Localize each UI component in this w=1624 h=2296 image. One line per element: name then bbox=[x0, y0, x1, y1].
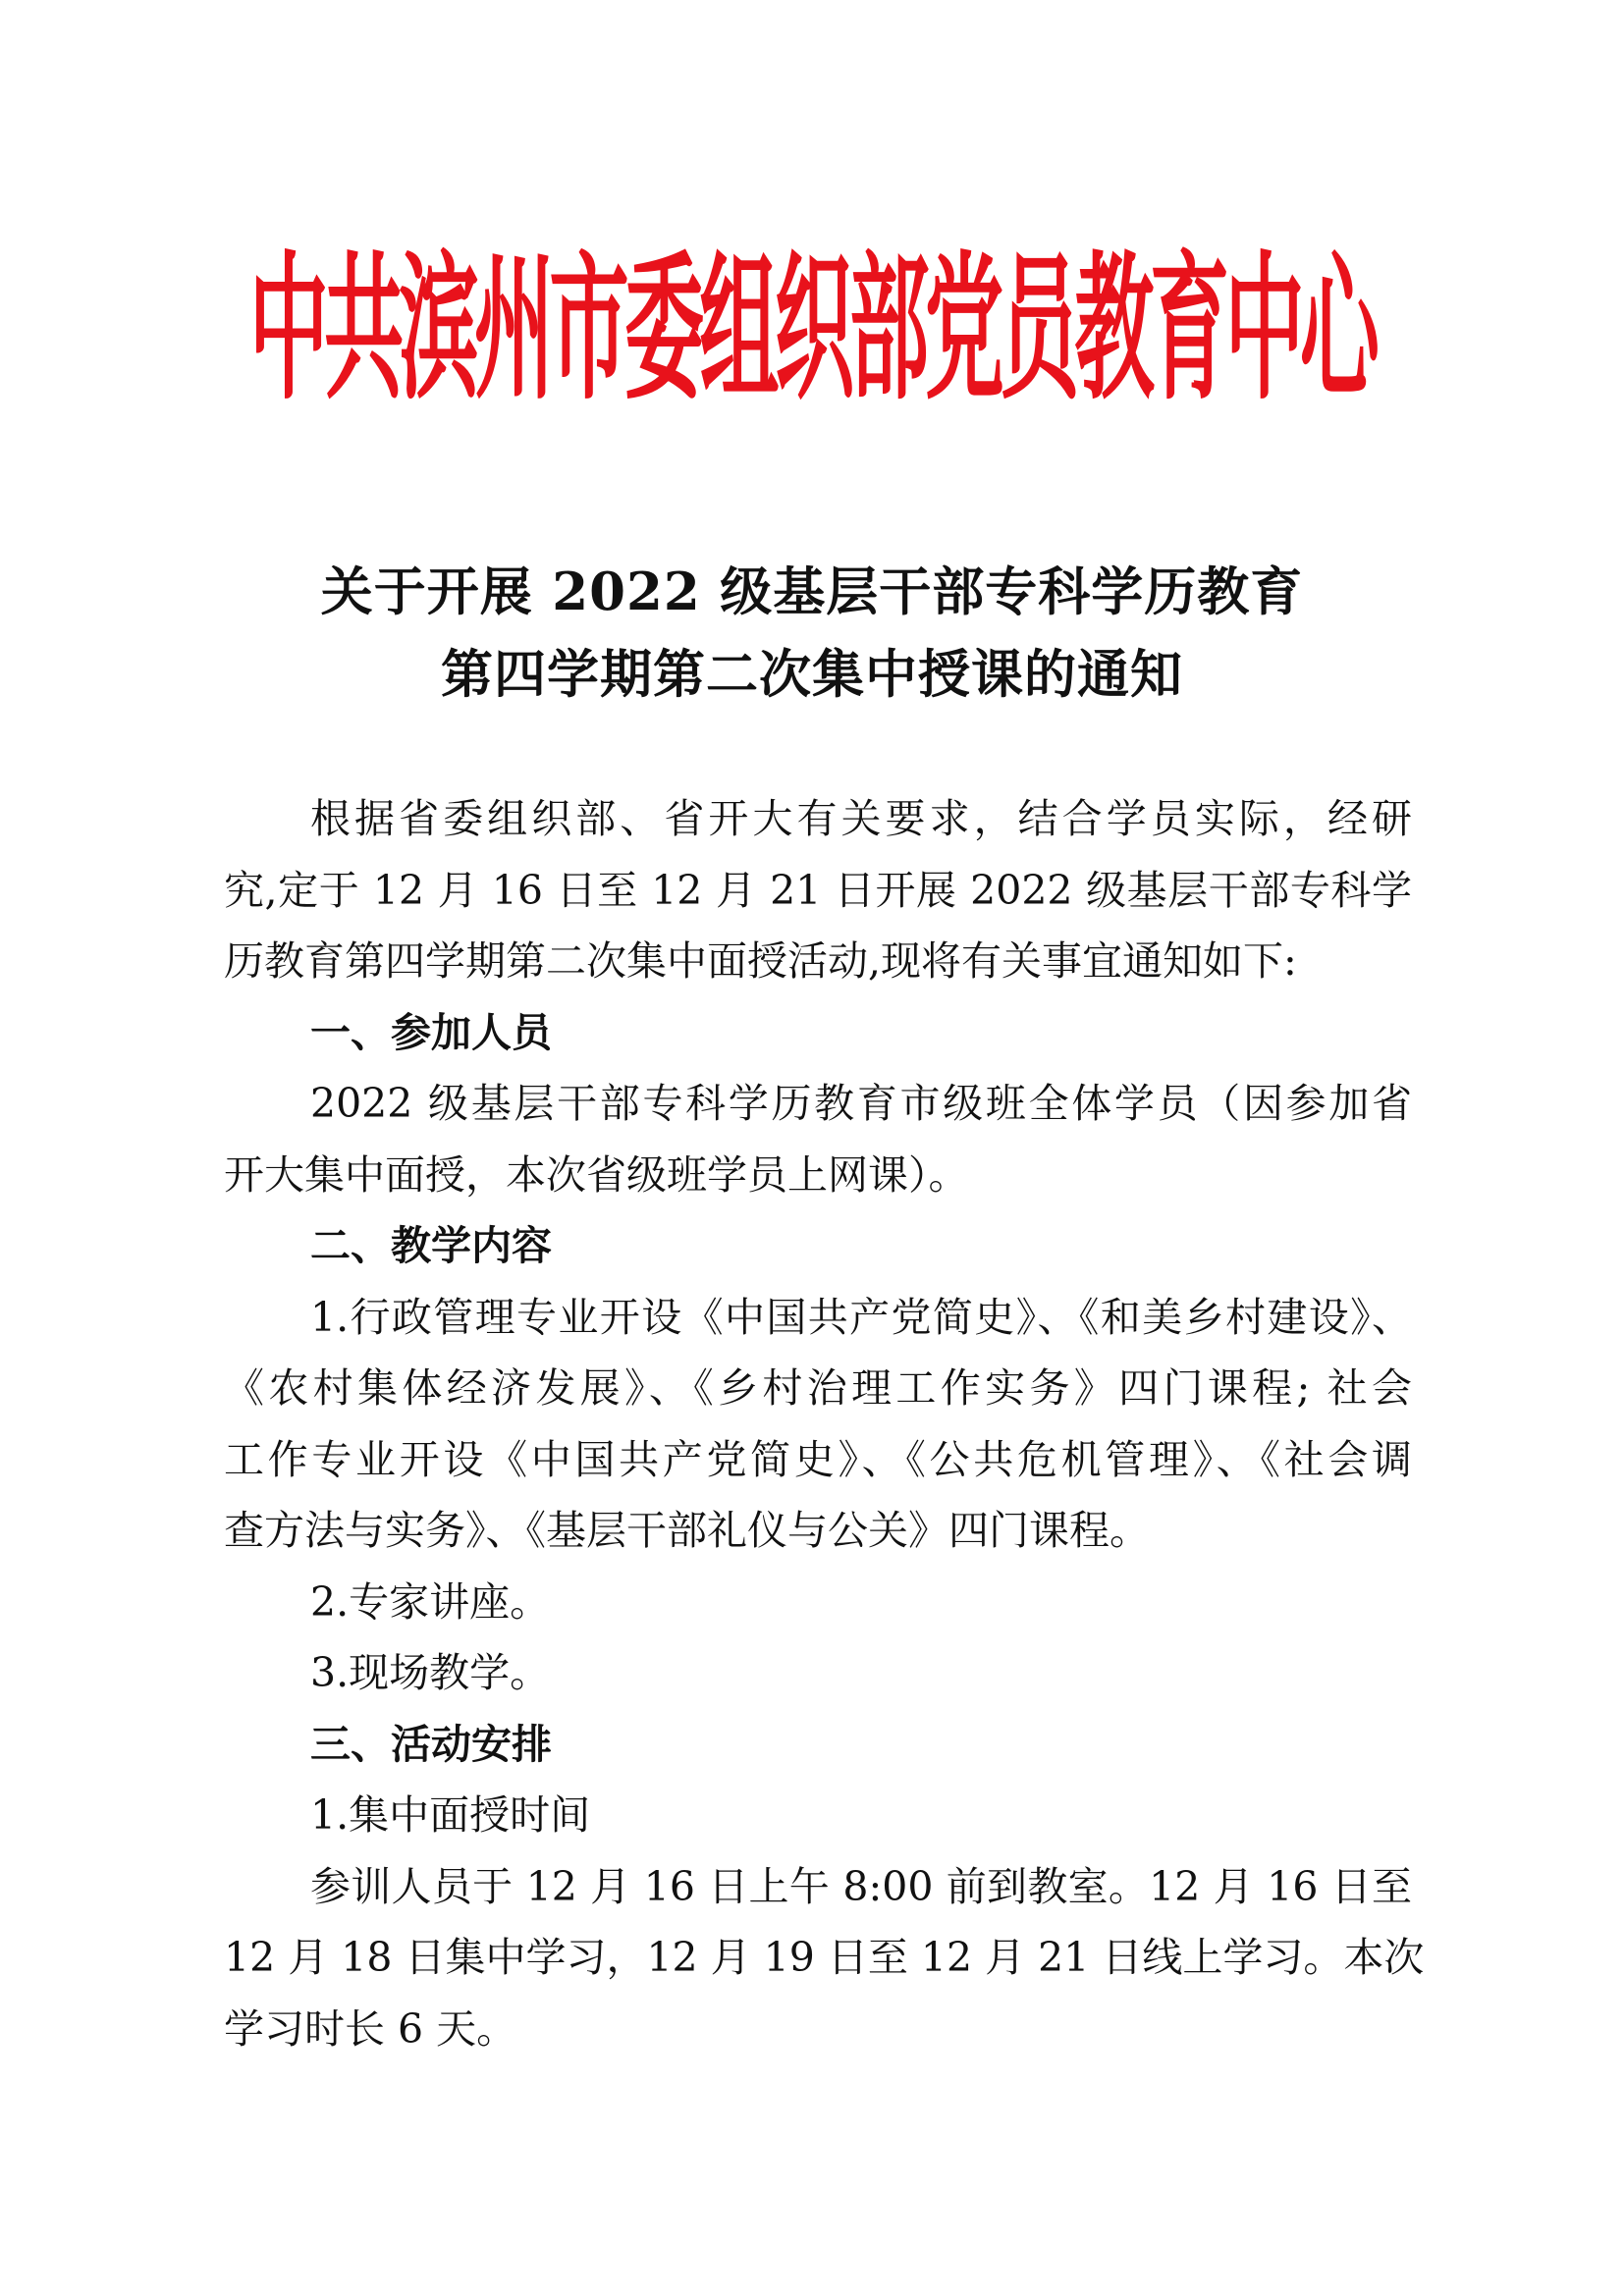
notice-title-line-1: 关于开展 2022 级基层干部专科学历教育 bbox=[320, 561, 1304, 622]
body-paragraph-line: 参训人员于 12 月 16 日上午 8:00 前到教室。12 月 16 日至 bbox=[310, 1862, 1412, 1910]
masthead-red-header bbox=[0, 231, 1624, 427]
body-paragraph-line: 学习时长 6 天。 bbox=[224, 2004, 517, 2053]
body-paragraph-line: 工作专业开设《中国共产党简史》、《公共危机管理》、《社会调 bbox=[224, 1435, 1412, 1483]
section-heading-activity-arrangement: 三、活动安排 bbox=[310, 1720, 552, 1768]
body-paragraph-line: 究,定于 12 月 16 日至 12 月 21 日开展 2022 级基层干部专科学 bbox=[224, 866, 1412, 914]
body-paragraph-line: 2.专家讲座。 bbox=[310, 1577, 551, 1626]
body-paragraph-line: 1.行政管理专业开设《中国共产党简史》、《和美乡村建设》、 bbox=[310, 1293, 1412, 1341]
notice-title-line-2: 第四学期第二次集中授课的通知 bbox=[441, 644, 1183, 705]
masthead-text: 中共滨州市委组织部党员教育中心 bbox=[248, 236, 1376, 422]
body-paragraph-line: 2022 级基层干部专科学历教育市级班全体学员（因参加省 bbox=[310, 1080, 1412, 1127]
body-paragraph-line: 开大集中面授，本次省级班学员上网课）。 bbox=[224, 1150, 969, 1199]
body-paragraph-line: 查方法与实务》、《基层干部礼仪与公关》四门课程。 bbox=[224, 1507, 1150, 1554]
body-paragraph-line: 根据省委组织部、省开大有关要求，结合学员实际，经研 bbox=[310, 795, 1412, 842]
body-paragraph-line: 3.现场教学。 bbox=[310, 1649, 551, 1696]
body-paragraph-line: 12 月 18 日集中学习，12 月 19 日至 12 月 21 日线上学习。本次 bbox=[224, 1934, 1425, 1981]
section-heading-participants: 一、参加人员 bbox=[310, 1008, 552, 1056]
body-paragraph-line: 1.集中面授时间 bbox=[310, 1791, 591, 1839]
notice-body bbox=[224, 783, 1425, 2064]
body-paragraph-line: 历教育第四学期第二次集中面授活动,现将有关事宜通知如下: bbox=[224, 937, 1297, 985]
section-heading-teaching-content: 二、教学内容 bbox=[310, 1222, 552, 1269]
body-paragraph-line: 《农村集体经济发展》、《乡村治理工作实务》四门课程; 社会 bbox=[224, 1364, 1412, 1412]
